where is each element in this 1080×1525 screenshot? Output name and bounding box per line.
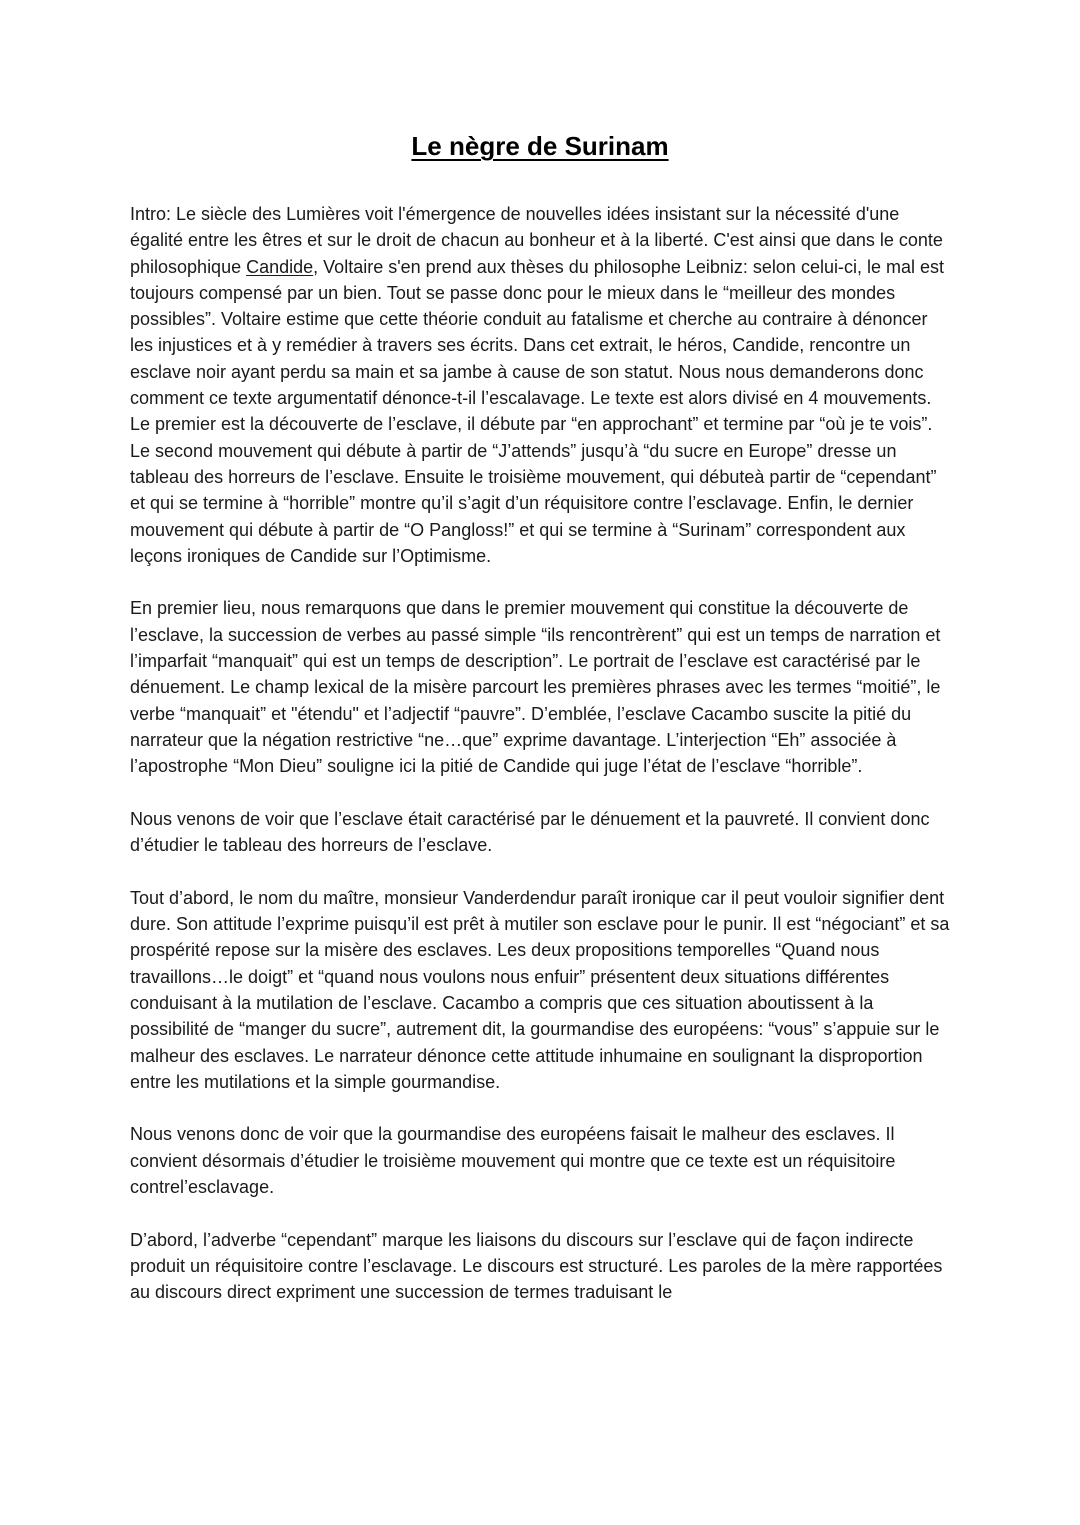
intro-paragraph	[130, 201, 952, 569]
work-title-candide: Candide	[246, 256, 314, 277]
intro-text-start: Intro: Le siècle des Lumières voit l'émergence de nouvelles idées insistant sur la nécessité d'une égalité entre les êtres et sur le droit de chacun au bonheur et à la liberté. C'est ainsi que dans le conte philosophique	[130, 204, 943, 277]
paragraph-transition-2: Nous venons donc de voir que la gourmandise des européens faisait le malheur des esclaves. Il convient désormais d’étudier le troisième mouvement qui montre que ce texte est un réquisitoire contrel’esclavage.	[130, 1124, 896, 1197]
paragraph-third-movement: D’abord, l’adverbe “cependant” marque les liaisons du discours sur l’esclave qui de façon indirecte produit un réquisitoire contre l’esclavage. Le discours est structuré. Les paroles de la mère rapportées au discours direct expriment une succession de termes traduisant le	[130, 1229, 943, 1303]
paragraph-second-movement: Tout d’abord, le nom du maître, monsieur Vanderdendur paraît ironique car il peut vouloir signifier dent dure. Son attitude l’exprime puisqu’il est prêt à mutiler son esclave pour le punir. Il est “négociant” et sa prospérité repose sur la misère des esclaves. Les deux propositions temporelles “Quand nous travaillons…le doigt” et “quand nous voulons nous enfuir” présentent deux situations différentes conduisant à la mutilation de l’esclave. Cacambo a compris que ces situation aboutissent à la possibilité de “manger du sucre”, autrement dit, la gourmandise des européens: “vous” s’appuie sur le malheur des esclaves. Le narrateur dénonce cette attitude inhumaine en soulignant la disproportion entre les mutilations et la simple gourmandise.	[130, 887, 950, 1092]
document-body	[130, 201, 952, 1305]
page-title	[0, 128, 1080, 164]
paragraph-transition-1: Nous venons de voir que l’esclave était caractérisé par le dénuement et la pauvreté. Il convient donc d’étudier le tableau des horreurs de l’esclave.	[130, 808, 930, 856]
intro-text-end: , Voltaire s'en prend aux thèses du philosophe Leibniz: selon celui-ci, le mal est toujours compensé par un bien. Tout se passe donc pour le mieux dans le “meilleur des mondes possibles”. Voltaire estime que cette théorie conduit au fatalisme et cherche au contraire à dénoncer les injustices et à y remédier à travers ses écrits. Dans cet extrait, le héros, Candide, rencontre un esclave noir ayant perdu sa main et sa jambe à cause de son statut. Nous nous demanderons donc comment ce texte argumentatif dénonce-t-il l’escalavage. Le texte est alors divisé en 4 mouvements. Le premier est la découverte de l’esclave, il débute par “en approchant” et termine par “où je te vois”. Le second mouvement qui débute à partir de “J’attends” jusqu’à “du sucre en Europe” dresse un tableau des horreurs de l’esclave. Ensuite le troisième mouvement, qui débuteà partir de “cependant” et qui se termine à “horrible” montre qu’il s’agit d’un réquisitore contre l’esclavage. Enfin, le dernier mouvement qui débute à partir de “O Pangloss!” et qui se termine à “Surinam” correspondent aux leçons ironiques de Candide sur l’Optimisme.	[130, 256, 944, 566]
paragraph-first-movement: En premier lieu, nous remarquons que dans le premier mouvement qui constitue la découverte de l’esclave, la succession de verbes au passé simple “ils rencontrèrent” qui est un temps de narration et l’imparfait “manquait” qui est un temps de description”. Le portrait de l’esclave est caractérisé par le dénuement. Le champ lexical de la misère parcourt les premières phrases avec les termes “moitié”, le verbe “manquait” et "étendu" et l’adjectif “pauvre”. D’emblée, l’esclave Cacambo suscite la pitié du narrateur que la négation restrictive “ne…que” exprime davantage. L’interjection “Eh” associée à l’apostrophe “Mon Dieu” souligne ici la pitié de Candide qui juge l’état de l’esclave “horrible”.	[130, 598, 941, 777]
title-text: Le nègre de Surinam	[411, 131, 669, 161]
